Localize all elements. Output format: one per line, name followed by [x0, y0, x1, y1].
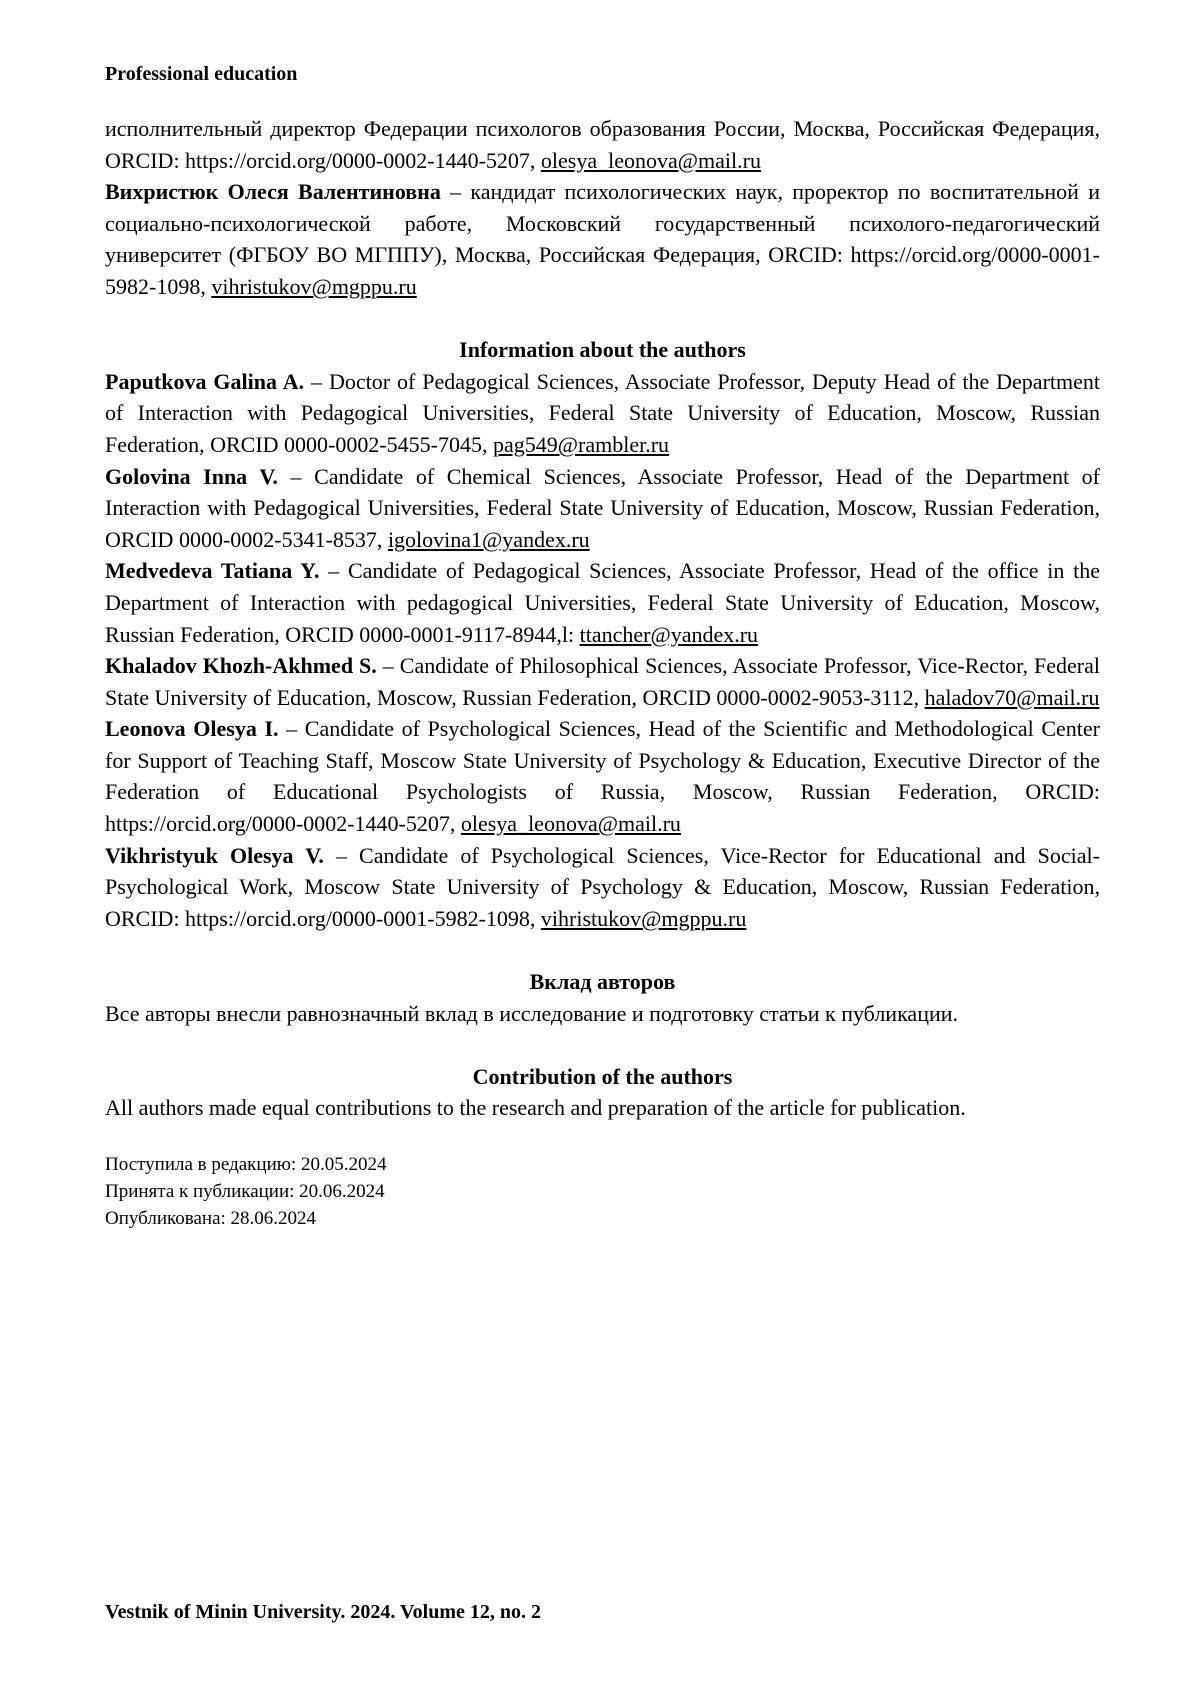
author-name: Paputkova Galina A. [105, 368, 305, 394]
author-paragraph-medvedeva [105, 555, 1100, 650]
author-description: – Candidate of Chemical Sciences, Associate Professor, Head of the Department of Interaction with Pedagogical Universities, Federal State University of Education, Moscow, Russian Federation, ORCID 0000-0002-5341-8537, [105, 463, 1100, 552]
author-description: – Candidate of Psychological Sciences, Head of the Scientific and Methodological Center for Support of Teaching Staff, Moscow State University of Psychology & Education, Executive Director of the Federation of Educational Psychologists of Russia, Moscow, Russian Federation, ORCID: https://orcid.org/0000-0002-1440-5207, [105, 716, 1100, 837]
author-description: – Candidate of Psychological Sciences, Vice-Rector for Educational and Social-Psychological Work, Moscow State University of Psychology & Education, Moscow, Russian Federation, ORCID: https://orcid.org/0000-0001-5982-1098, [105, 842, 1100, 931]
author-name: Khaladov Khozh-Akhmed S. [105, 653, 377, 679]
email-link-medvedeva[interactable]: ttancher@yandex.ru [579, 621, 759, 647]
author-name: Golovina Inna V. [105, 463, 278, 489]
author-name: Medvedeva Tatiana Y. [105, 558, 320, 584]
author-description: – Doctor of Pedagogical Sciences, Associate Professor, Deputy Head of the Department of Interaction with Pedagogical Universities, Federal State University of Education, Moscow, Russian Federation, ORCID 0000-0002-5455-7045, [105, 368, 1100, 457]
info-authors-heading: Information about the authors [459, 337, 746, 363]
date-accepted: Принята к публикации: 20.06.2024 [105, 1181, 385, 1202]
email-link-vihristukov-ru[interactable]: vihristukov@mgppu.ru [211, 273, 417, 299]
author-description: – Candidate of Philosophical Sciences, Associate Professor, Vice-Rector, Federal State University of Education, Moscow, Russian Federation, ORCID 0000-0002-9053-3112, [105, 653, 1100, 710]
email-link-golovina[interactable]: igolovina1@yandex.ru [387, 526, 590, 552]
author-paragraph-leonova [105, 713, 1100, 839]
contribution-en-text: All authors made equal contributions to the research and preparation of the article for publication. [105, 1095, 966, 1121]
email-link-khaladov[interactable]: haladov70@mail.ru [924, 684, 1100, 710]
email-link-leonova-ru[interactable]: olesya_leonova@mail.ru [540, 147, 761, 173]
contribution-en-heading: Contribution of the authors [472, 1063, 733, 1089]
author-paragraph-paputkova [105, 366, 1100, 461]
author-name: Vikhristyuk Olesya V. [105, 842, 324, 868]
email-link-paputkova[interactable]: pag549@rambler.ru [493, 431, 670, 457]
running-header: Professional education [105, 63, 298, 85]
ru-author-description: – кандидат психологических наук, проректор по воспитательной и социально-психологической работе, Московский государственный психолого-педагогический университет (ФГБОУ ВО МГППУ), Москва, Российская Федерация, ORCID: https://orcid.org/0000-0001-5982-1098, [105, 179, 1100, 299]
ru-author-continuation-text: исполнительный директор Федерации психологов образования России, Москва, Российская Федерация, ORCID: https://orcid.org/0000-0002-1440-5207, [105, 116, 1100, 173]
author-description: – Candidate of Pedagogical Sciences, Associate Professor, Head of the office in the Department of Interaction with pedagogical Universities, Federal State University of Education, Moscow, Russian Federation, ORCID 0000-0001-9117-8944,l: [105, 558, 1101, 647]
email-link-leonova[interactable]: olesya_leonova@mail.ru [460, 811, 681, 837]
ru-author-name: Вихристюк Олеся Валентиновна [105, 179, 441, 205]
contribution-ru-text: Все авторы внесли равнозначный вклад в исследование и подготовку статьи к публикации. [105, 1000, 959, 1026]
author-paragraph-golovina [105, 461, 1100, 556]
ru-author-continuation-paragraph [105, 113, 1100, 176]
author-paragraph-vikhristyuk [105, 840, 1100, 935]
running-footer: Vestnik of Minin University. 2024. Volume 12, no. 2 [105, 1601, 541, 1623]
article-dates [105, 1151, 1100, 1232]
date-received: Поступила в редакцию: 20.05.2024 [105, 1154, 387, 1175]
author-name: Leonova Olesya I. [105, 716, 279, 742]
document-body [105, 113, 1100, 1232]
email-link-vihristukov[interactable]: vihristukov@mgppu.ru [540, 905, 747, 931]
contribution-ru-heading: Вклад авторов [529, 969, 676, 995]
author-paragraph-khaladov [105, 650, 1100, 713]
ru-author-paragraph-vikhristyuk [105, 176, 1100, 302]
date-published: Опубликована: 28.06.2024 [105, 1208, 317, 1229]
